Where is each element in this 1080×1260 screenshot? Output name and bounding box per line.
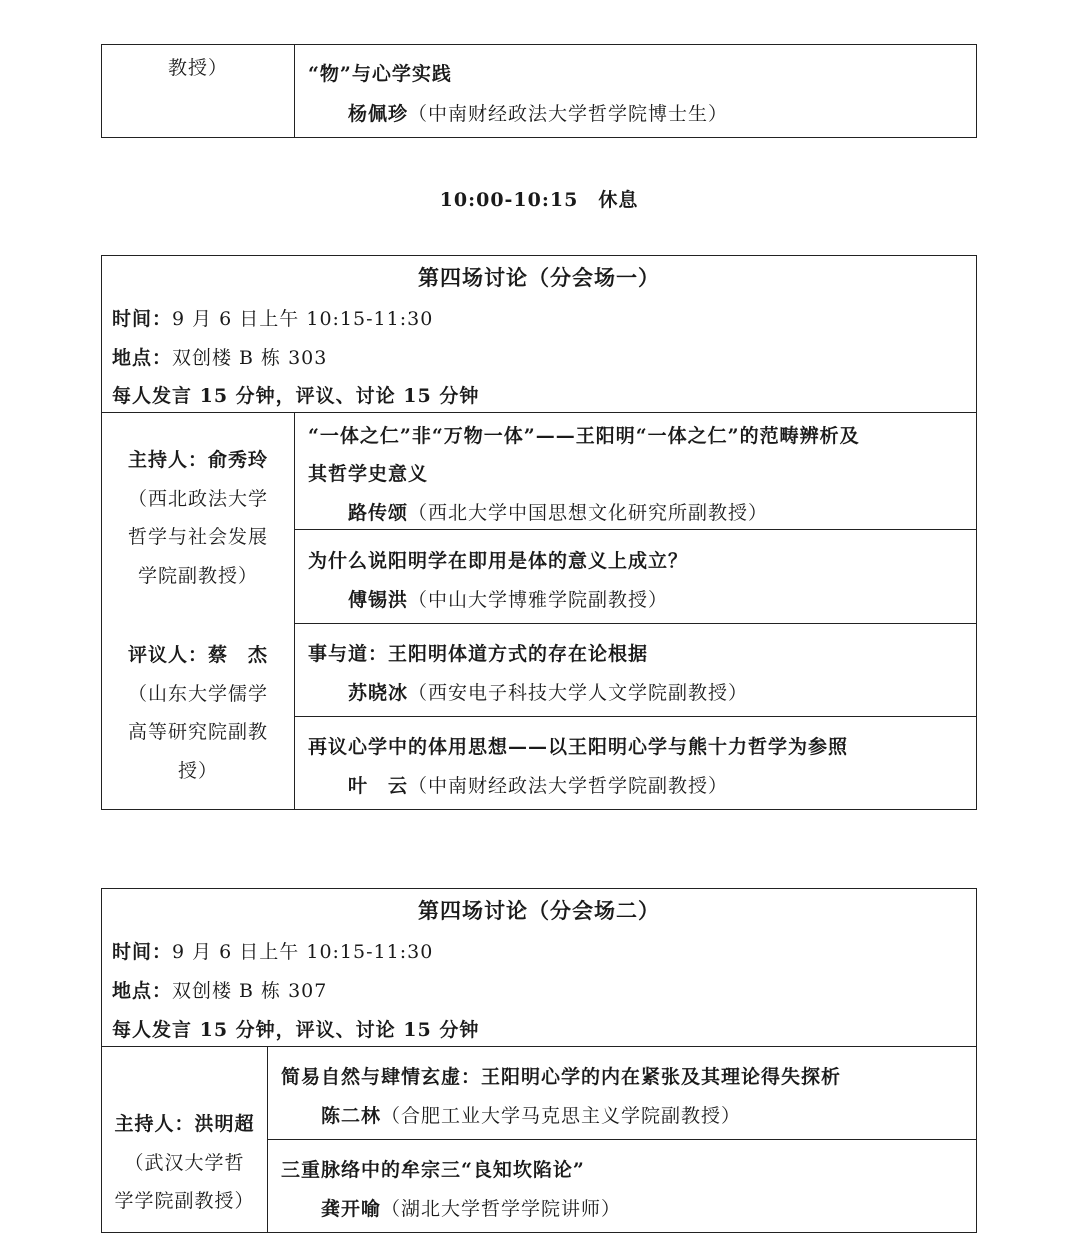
reviewer-affil-line: 高等研究院副教 xyxy=(127,721,268,743)
place-value: 双创楼 B 栋 303 xyxy=(172,347,328,369)
session2-place xyxy=(112,979,327,1003)
time-value: 9 月 6 日上午 10:15-11:30 xyxy=(172,941,434,963)
session1-place xyxy=(112,346,327,370)
place-label: 地点： xyxy=(112,347,173,369)
speaker-affil: （中山大学博雅学院副教授） xyxy=(408,589,669,611)
session1-rule: 每人发言 15 分钟，评议、讨论 15 分钟 xyxy=(112,385,480,407)
break-line: 10:00-10:15 休息 xyxy=(439,189,639,211)
paper-title: 事与道：王阳明体道方式的存在论根据 xyxy=(308,643,649,665)
place-value: 双创楼 B 栋 307 xyxy=(172,980,328,1002)
paper-title: “物”与心学实践 xyxy=(308,63,452,85)
paper-title: “一体之仁”非“万物一体”——王阳明“一体之仁”的范畴辨析及 xyxy=(308,425,860,447)
time-label: 时间： xyxy=(112,941,173,963)
speaker-affil: （合肥工业大学马克思主义学院副教授） xyxy=(381,1105,742,1127)
session2-row-divider xyxy=(267,1139,977,1140)
speaker-affil: （中南财经政法大学哲学院博士生） xyxy=(408,103,729,125)
host-affil-line: 学学院副教授） xyxy=(114,1190,255,1212)
speaker-name: 傅锡洪 xyxy=(348,589,409,611)
speaker xyxy=(348,774,728,798)
speaker xyxy=(321,1197,621,1221)
session1-header-divider xyxy=(101,412,977,413)
speaker xyxy=(348,588,668,612)
speaker xyxy=(321,1104,741,1128)
top-table-left-tail: 教授） xyxy=(167,57,228,79)
top-table-divider xyxy=(294,44,295,138)
paper-title: 简易自然与肆情玄虚：王阳明心学的内在紧张及其理论得失探析 xyxy=(281,1066,842,1088)
speaker xyxy=(348,681,748,705)
speaker-affil: （中南财经政法大学哲学院副教授） xyxy=(408,775,729,797)
reviewer-label: 评议人：蔡 杰 xyxy=(127,644,268,666)
time-label: 时间： xyxy=(112,308,173,330)
session2-title: 第四场讨论（分会场二） xyxy=(418,898,660,923)
host-affil-line: （西北政法大学 xyxy=(127,487,268,510)
speaker-affil: （湖北大学哲学学院讲师） xyxy=(381,1198,622,1220)
host-affil-line: 学院副教授） xyxy=(137,564,258,587)
paper-title: 其哲学史意义 xyxy=(308,463,429,485)
paper-title: 再议心学中的体用思想——以王阳明心学与熊十力哲学为参照 xyxy=(308,736,849,758)
session2-rule: 每人发言 15 分钟，评议、讨论 15 分钟 xyxy=(112,1019,480,1041)
paper-title: 三重脉络中的牟宗三“良知坎陷论” xyxy=(281,1159,585,1181)
speaker xyxy=(348,501,768,525)
reviewer-affil-line: 授） xyxy=(177,759,218,782)
session2-host-block xyxy=(102,1105,267,1221)
session1-title: 第四场讨论（分会场一） xyxy=(418,265,660,290)
host-affil-line: （武汉大学哲 xyxy=(124,1151,245,1174)
speaker xyxy=(348,102,728,126)
host-label: 主持人：洪明超 xyxy=(114,1113,255,1135)
speaker-name: 叶 云 xyxy=(348,775,409,797)
session2-time xyxy=(112,940,433,964)
speaker-affil: （西北大学中国思想文化研究所副教授） xyxy=(408,502,769,524)
speaker-name: 苏晓冰 xyxy=(348,682,409,704)
speaker-affil: （西安电子科技大学人文学院副教授） xyxy=(408,682,749,704)
time-value: 9 月 6 日上午 10:15-11:30 xyxy=(172,308,434,330)
paper-title: 为什么说阳明学在即用是体的意义上成立？ xyxy=(308,550,689,572)
speaker-name: 路传颂 xyxy=(348,502,409,524)
speaker-name: 龚开喻 xyxy=(321,1198,382,1220)
session1-row-divider xyxy=(294,623,977,624)
session1-col-divider xyxy=(294,412,295,810)
session1-row-divider xyxy=(294,529,977,530)
host-affil-line: 哲学与社会发展 xyxy=(127,526,268,548)
speaker-name: 杨佩珍 xyxy=(348,103,409,125)
speaker-name: 陈二林 xyxy=(321,1105,382,1127)
session1-host-block xyxy=(102,441,294,595)
session1-time xyxy=(112,307,433,331)
place-label: 地点： xyxy=(112,980,173,1002)
session2-header-divider xyxy=(101,1046,977,1047)
reviewer-affil-line: （山东大学儒学 xyxy=(127,682,268,705)
session1-row-divider xyxy=(294,716,977,717)
session1-reviewer-block xyxy=(102,636,294,790)
host-label: 主持人：俞秀玲 xyxy=(127,449,268,471)
